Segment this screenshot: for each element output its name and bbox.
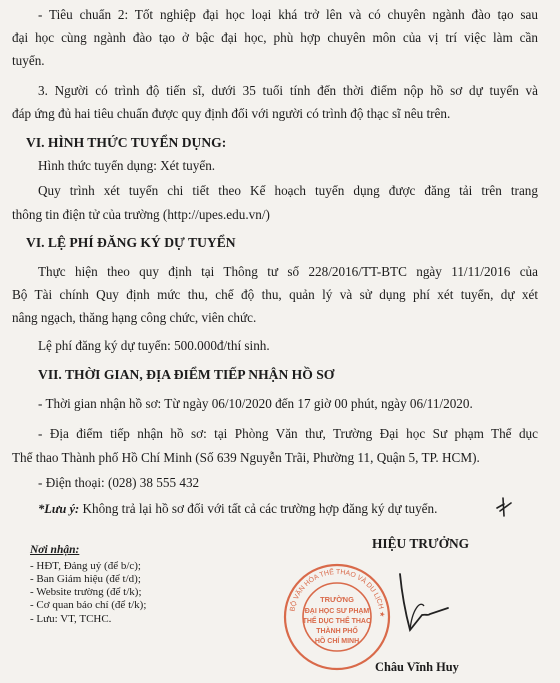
section-form-line3: thông tin điện tử của trường (http://upes.edu.vn/) [12, 207, 270, 222]
recipient-item: - HĐT, Đảng uỷ (để b/c); [30, 560, 141, 572]
section-fee-line4: Lệ phí đăng ký dự tuyển: 500.000đ/thí sinh. [38, 338, 270, 353]
recipient-item: - Cơ quan báo chí (để t/k); [30, 599, 147, 611]
section-vii-note [38, 500, 538, 518]
svg-text:TRƯỜNG: TRƯỜNG [320, 595, 354, 604]
criteria-std2-line1: - Tiêu chuẩn 2: Tốt nghiệp đại học loại khá trở lên và có chuyên ngành đào tạo sau [38, 7, 538, 22]
section-vii-place-line2: Thể thao Thành phố Hồ Chí Minh (Số 639 Nguyễn Trãi, Phường 11, Quận 5, TP. HCM). [12, 450, 480, 465]
note-text: Không trả lại hồ sơ đối với tất cả các trường hợp đăng ký dự tuyển. [79, 501, 438, 516]
section-form-line2: Quy trình xét tuyển chi tiết theo Kế hoạch tuyển dụng được đăng tải trên trang [38, 183, 538, 198]
section-fee-heading: VI. LỆ PHÍ ĐĂNG KÝ DỰ TUYỂN [26, 235, 236, 250]
svg-text:THỂ DỤC THỂ THAO: THỂ DỤC THỂ THAO [302, 618, 372, 625]
section-fee-line3: nâng ngạch, thăng hạng công chức, viên chức. [12, 310, 257, 325]
svg-text:BỘ VĂN HÓA THỂ THAO VÀ DU LỊCH: BỘ VĂN HÓA THỂ THAO VÀ DU LỊCH ★ [289, 568, 386, 618]
recipient-item: - Ban Giám hiệu (để t/d); [30, 573, 141, 585]
section-fee-line1: Thực hiện theo quy định tại Thông tư số 228/2016/TT-BTC ngày 11/11/2016 của [38, 264, 538, 279]
criteria-std2-line2: đại học cùng ngành đào tạo ở bậc đại học, phù hợp chuyên môn của vị trí việc làm cần [12, 30, 538, 45]
section-form-heading: VI. HÌNH THỨC TUYỂN DỤNG: [26, 135, 227, 150]
svg-text:HỒ CHÍ MINH: HỒ CHÍ MINH [314, 638, 360, 645]
section-fee-line2: Bộ Tài chính Quy định mức thu, chế độ thu, quản lý và sử dụng phí xét tuyển, dự xét [12, 287, 538, 302]
recipients-title: Nơi nhận: [30, 544, 80, 556]
signature-title: HIỆU TRƯỞNG [372, 536, 470, 551]
recipient-item: - Lưu: VT, TCHC. [30, 613, 112, 625]
criteria-item3-line2: đáp ứng đủ hai tiêu chuẩn được quy định đối với người có trình độ thạc sĩ nêu trên. [12, 106, 451, 121]
svg-text:ĐẠI HỌC SƯ PHẠM: ĐẠI HỌC SƯ PHẠM [304, 608, 370, 615]
section-form-line1: Hình thức tuyển dụng: Xét tuyển. [38, 158, 216, 173]
checkmark-icon [494, 496, 516, 518]
criteria-item3-line1: 3. Người có trình độ tiến sĩ, dưới 35 tuổi tính đến thời điểm nộp hồ sơ dự tuyển và [38, 83, 538, 98]
section-vii-phone: - Điện thoại: (028) 38 555 432 [38, 475, 200, 490]
signatory-name: Châu Vĩnh Huy [375, 660, 459, 674]
recipient-item: - Website trường (để t/k); [30, 586, 142, 598]
university-seal-image [282, 562, 392, 672]
section-vii-place-line1: - Địa điểm tiếp nhận hồ sơ: tại Phòng Văn thư, Trường Đại học Sư phạm Thể dục [38, 426, 538, 441]
note-label: *Lưu ý: [38, 502, 80, 516]
section-vii-heading: VII. THỜI GIAN, ĐỊA ĐIỂM TIẾP NHẬN HỒ SƠ [38, 367, 335, 382]
section-vii-time: - Thời gian nhận hồ sơ: Từ ngày 06/10/2020 đến 17 giờ 00 phút, ngày 06/11/2020. [38, 396, 473, 411]
criteria-std2-line3: tuyển. [12, 53, 45, 68]
signature-image [392, 570, 452, 645]
svg-text:THÀNH PHỐ: THÀNH PHỐ [316, 628, 358, 635]
